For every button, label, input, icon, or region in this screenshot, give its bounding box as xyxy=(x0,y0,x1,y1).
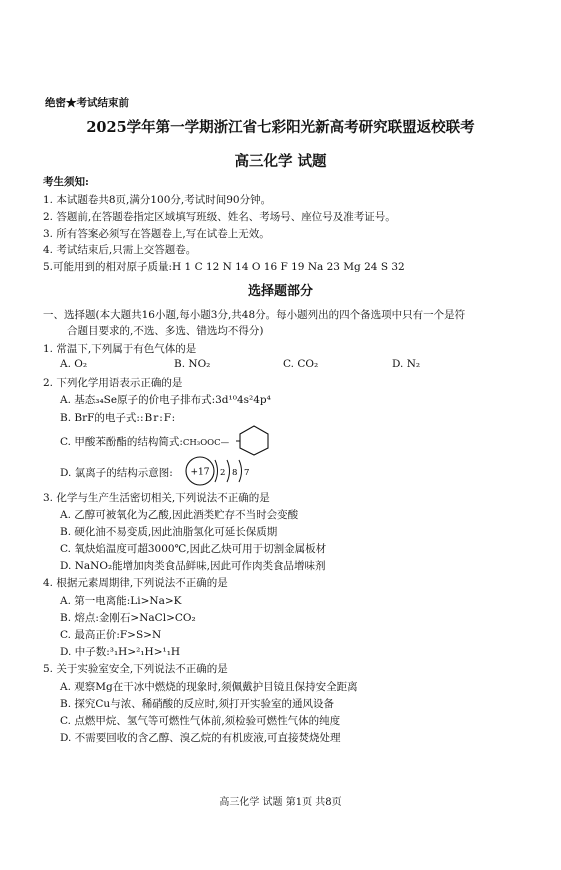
shell-electrons-3: 7 xyxy=(244,468,250,478)
question-stem: 1. 常温下,下列属于有色气体的是 xyxy=(43,343,197,355)
option-c: C. 最高正价:F>S>N xyxy=(60,629,162,641)
shell-electrons-2: 8 xyxy=(232,468,238,478)
option-a: A. O₂ xyxy=(60,358,88,370)
option-c-label: C. 甲酸苯酚酯的结构简式: xyxy=(60,436,183,448)
option-d xyxy=(60,465,173,480)
option-c: C. 氧炔焰温度可超3000℃,因此乙炔可用于切割金属板材 xyxy=(60,543,327,555)
option-b xyxy=(60,410,176,425)
option-b: B. 熔点:金刚石>NaCl>CO₂ xyxy=(60,612,196,624)
notice-item: 3. 所有答案必须写在答题卷上,写在试卷上无效。 xyxy=(43,228,270,240)
question-stem: 3. 化学与生产生活密切相关,下列说法不正确的是 xyxy=(43,492,270,504)
option-c: C. 点燃甲烷、氢气等可燃性气体前,须检验可燃性气体的纯度 xyxy=(60,715,341,727)
exam-subtitle: 高三化学 试题 xyxy=(234,153,327,170)
benzene-ring-icon xyxy=(236,424,272,456)
option-b: B. 探究Cu与浓、稀硝酸的反应时,须打开实验室的通风设备 xyxy=(60,698,335,710)
option-d-label: D. 氯离子的结构示意图: xyxy=(60,467,173,479)
notice-heading: 考生须知: xyxy=(43,176,89,188)
option-c xyxy=(60,434,229,449)
notice-item: 4. 考试结束后,只需上交答题卷。 xyxy=(43,244,197,256)
option-b: B. 硬化油不易变质,因此油脂氢化可延长保质期 xyxy=(60,526,278,538)
electron-shell-2 xyxy=(227,460,230,482)
question-stem: 5. 关于实验室安全,下列说法不正确的是 xyxy=(43,663,228,675)
option-a: A. 第一电离能:Li>Na>K xyxy=(60,595,182,607)
shell-electrons-1: 2 xyxy=(220,468,226,478)
option-b-label: B. BrF的电子式: xyxy=(60,412,140,424)
section-instruction-cont: 合题目要求的,不选、多选、错选均不得分) xyxy=(67,325,264,337)
option-d: D. NaNO₂能增加肉类食品鲜味,因此可作肉类食品增味剂 xyxy=(60,560,326,572)
notice-item: 5.可能用到的相对原子质量:H 1 C 12 N 14 O 16 F 19 Na 23 Mg 24 S 32 xyxy=(43,261,405,273)
notice-item: 2. 答题前,在答题卷指定区域填写班级、姓名、考场号、座位号及准考证号。 xyxy=(43,211,396,223)
page-footer: 高三化学 试题 第1页 共8页 xyxy=(219,797,342,808)
confidential-label: 绝密★考试结束前 xyxy=(45,97,129,109)
option-d: D. 不需要回收的含乙醇、溴乙烷的有机废液,可直接焚烧处理 xyxy=(60,732,341,744)
nucleus-charge: +17 xyxy=(190,467,210,478)
electron-formula: :Br:F: xyxy=(139,412,177,424)
electron-shell-3 xyxy=(239,460,242,482)
section-instruction: 一、选择题(本大题共16小题,每小题3分,共48分。每小题列出的四个备选项中只有一个是符 xyxy=(43,309,466,321)
notice-item: 1. 本试题卷共8页,满分100分,考试时间90分钟。 xyxy=(43,194,272,206)
question-stem: 4. 根据元素周期律,下列说法不正确的是 xyxy=(43,577,228,589)
option-a: A. 观察Mg在干冰中燃烧的现象时,须佩戴护目镜且保持安全距离 xyxy=(60,681,358,693)
option-c: C. CO₂ xyxy=(283,358,319,370)
option-a: A. 基态₃₄Se原子的价电子排布式:3d¹⁰4s²4p⁴ xyxy=(60,394,271,406)
chloride-ion-diagram xyxy=(183,455,253,487)
exam-title: 2025学年第一学期浙江省七彩阳光新高考研究联盟返校联考 xyxy=(86,119,475,136)
question-stem: 2. 下列化学用语表示正确的是 xyxy=(43,377,183,389)
electron-shell-1 xyxy=(215,460,218,482)
structure-formula: CH₃OOC— xyxy=(182,438,230,448)
option-d: D. N₂ xyxy=(392,358,421,370)
section-title: 选择题部分 xyxy=(247,284,313,299)
option-a: A. 乙醇可被氧化为乙酸,因此酒类贮存不当时会变酸 xyxy=(60,509,299,521)
option-d: D. 中子数:³₁H>²₁H>¹₁H xyxy=(60,646,181,658)
option-b: B. NO₂ xyxy=(174,358,211,370)
